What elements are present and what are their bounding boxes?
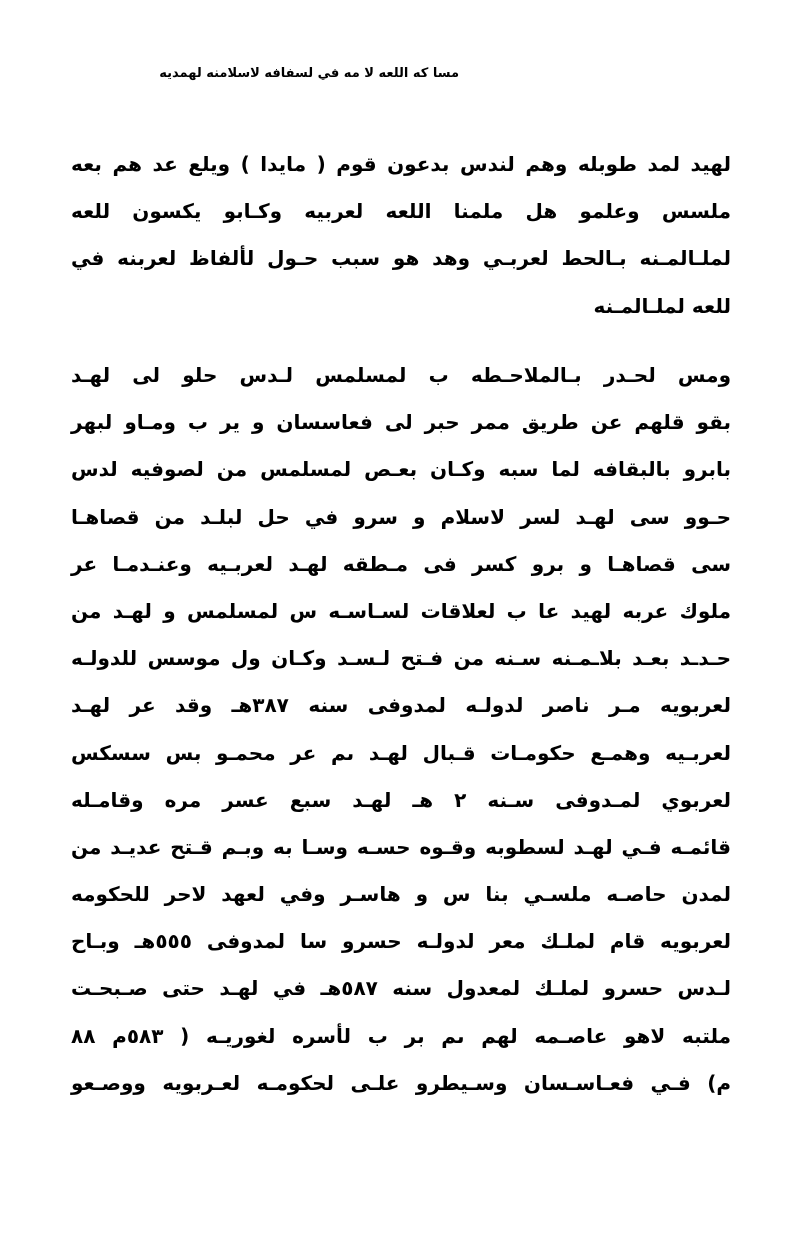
text-line: قائمـه فـي لهـد لسطوبه وقـوه حسـه وسـا به وبـم قـتح عديـد من [71,834,731,859]
text-line: لمدن حاصـه ملسـي بنا س و هاسـر وفي لعهد لاحر للحكومه [71,882,731,907]
text-line: لعربوي لمـدوفى سـنه ٢ هـ لهـد سبع عسر مره وقامـله [71,787,731,812]
text-line: حـدـد بعـد بلاـمـنه سـنه من فـتح لـسـد وكـان ول موسس للدولـه [71,646,731,671]
text-line: حـوو سى لهـد لسر لاسلام و سرو في حل لبلـد من قصاهـا [71,504,731,529]
text-line: ملسس وعلمو هل ملمنا اللعه لعربيه وكـابو يكسون للعه [71,199,731,224]
paragraph-1 [71,141,731,330]
paragraph-2 [71,352,731,1107]
text-line: لـدس حسرو لملـك لمعدول سنه ٥٨٧هـ في لهـد حتى صـبحـت [71,976,731,1001]
text-line: لعربويه قام لملـك معر لدولـه حسرو سا لمدوفى ٥٥٥هـ وبـاح [71,929,731,954]
text-line: لهيد لمد طوبله وهم لندس بدعون قوم ( مايدا ) ويلع عد هم بعه [71,152,731,176]
text-line: بقو قلهم عن طريق ممر حبر لى فعاسسان و ير ب ومـاو لبهر [71,410,731,435]
text-line: ملتبه لاهو عاصـمه لهم ىم بر ب لأسره لغوريـه ( ٥٨٣م ٨٨ [71,1023,732,1048]
text-line: للعه لملـالمـنه [593,293,731,318]
text-line: ملوك عربه لهيد عا ب لعلاقات لسـاسـه س لمسلمس و لهـد من [71,598,731,623]
running-header: مسا كه اللعه لا مه في لسفافه لاسلامنه لهمديه [159,66,459,81]
text-line: لملـالمـنه بـالحط لعربـي وهد هو سبب حـول لألفاظ لعربنه في [71,246,731,271]
text-line: م) فـي فعـاسـسان وسـيطرو علـى لحكومـه لعـربويه ووصـعو [71,1070,731,1095]
text-line: لعربـيه وهمـع حكومـات قـبال لهـد ىم عر محمـو بس سسكس [71,740,731,765]
text-line: ومس لحـدر بـالملاحـطه ب لمسلمس لـدس حلو لى لهـد [71,363,731,387]
text-line: لعربويه مـر ناصر لدولـه لمدوفى سنه ٣٨٧هـ وقد عر لهـد [71,693,731,718]
text-line: سى قصاهـا و برو كسر فى مـطقه لهـد لعربـيه وعنـدمـا عر [71,551,731,576]
text-line: بابرو بالبقافه لما سبه وكـان بعـص لمسلمس من لصوفيه لدس [71,457,731,482]
